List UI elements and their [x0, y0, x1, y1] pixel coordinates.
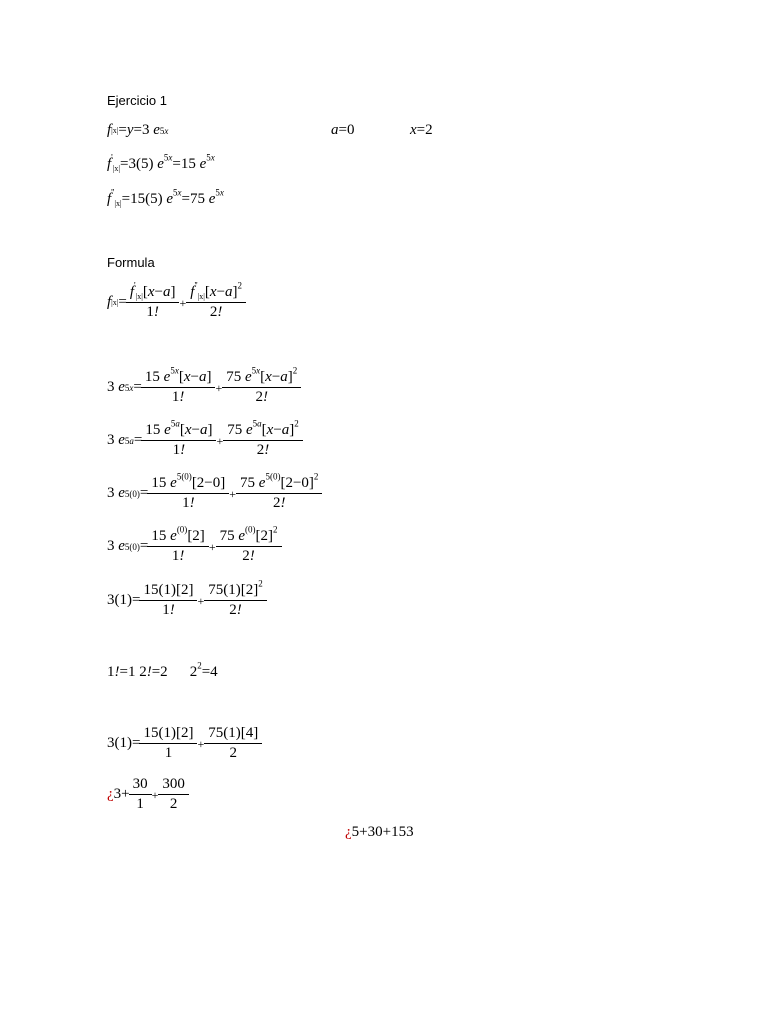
- step-2: 3 e 5a = $\frac{15 e^{5a}[x-a]}{1!}$ + $\frac{75 e^{5a}[x-a]^2}{2!}$: [107, 423, 302, 458]
- equation-first-derivative: $f'_{|x|}=3(5)$ $e^{5x}=15$ $e^{5x}$: [107, 152, 215, 173]
- condition-x: x=2: [410, 122, 433, 138]
- condition-a: a=0: [331, 122, 355, 138]
- step-3: 3 e 5(0) = $\frac{15 e^{5(0)}[2-0]}{1!}$ + $\frac{75 e^{5(0)}[2-0]^2}{2!}$: [107, 476, 321, 511]
- equation-second-derivative: $f''_{|x|}=15(5)$ $e^{5x}=75$ $e^{5x}$: [107, 187, 224, 208]
- step-5: 3(1)= $\frac{15(1)[2]}{1!}$ + $\frac{75(1)[2]^2}{2!}$: [107, 583, 266, 618]
- step-1: 3 e 5x = $\frac{15 e^{5x}[x-a]}{1!}$ + $\frac{75 e^{5x}[x-a]^2}{2!}$: [107, 370, 300, 405]
- factorials-line: 1!=1 2!=2 $2^2=4$: [107, 660, 218, 680]
- equation-function: f |x| = y =3 e 5x: [107, 122, 169, 138]
- step-6: 3(1)= $\frac{15(1)[2]}{1}$ + $\frac{75(1)[4]}{2}$: [107, 726, 261, 761]
- formula-equation: f |x| = $\frac{f'_{|x|}[x-a]}{1!}$ + $\frac{f''_{|x|}[x-a]^2}{2!}$: [107, 285, 245, 320]
- step-4: 3 e 5(0) = $\frac{15 e^{(0)}[2]}{1!}$ + $\frac{75 e^{(0)}[2]^2}{2!}$: [107, 529, 281, 564]
- inverted-question-mark: ¿: [345, 824, 352, 840]
- exercise-heading: Ejercicio 1: [107, 93, 167, 108]
- inverted-question-mark: ¿: [107, 786, 114, 802]
- result-line: [345, 825, 414, 840]
- step-7: ¿ 3+ $\frac{30}{1}$ + $\frac{300}{2}$: [107, 777, 188, 812]
- result-value: 5+30+153: [351, 824, 414, 840]
- formula-heading: Formula: [107, 255, 155, 270]
